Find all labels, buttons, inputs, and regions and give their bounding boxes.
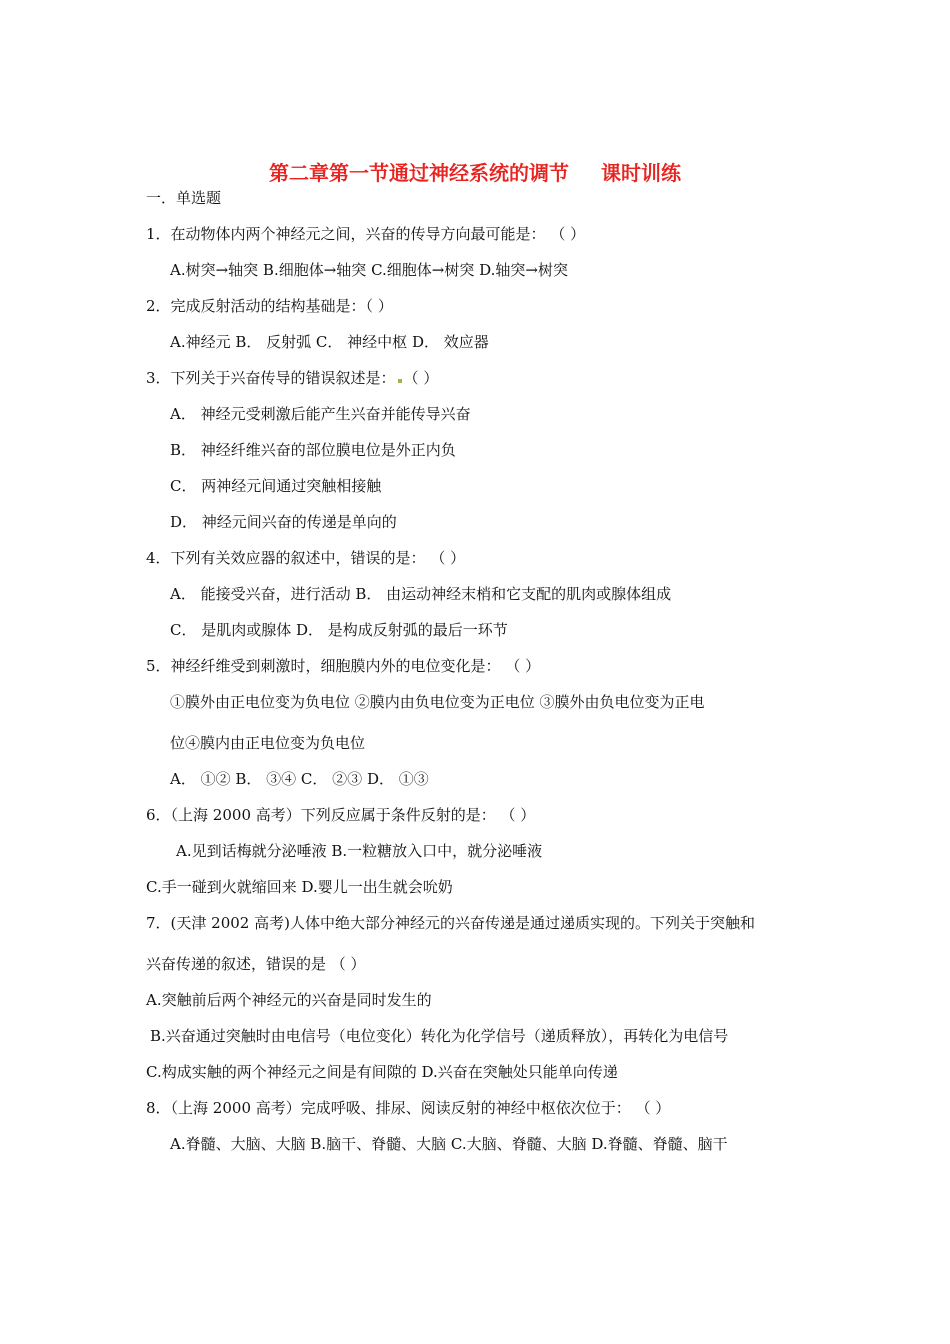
question-1-options: A.树突→轴突 B.细胞体→轴突 C.细胞体→树突 D.轴突→树突 [170,261,568,279]
question-8-stem: 8．（上海 2000 高考）完成呼吸、排尿、阅读反射的神经中枢依次位于： （ ） [146,1099,671,1117]
question-5-stem: 5．神经纤维受到刺激时，细胞膜内外的电位变化是： （ ） [146,657,541,675]
question-3-option-b: B． 神经纤维兴奋的部位膜电位是外正内负 [170,441,456,459]
question-3-stem-paren: （ ） [403,369,439,387]
question-7-option-b: B.兴奋通过突触时由电信号（电位变化）转化为化学信号（递质释放），再转化为电信号 [150,1027,729,1045]
question-4-stem: 4．下列有关效应器的叙述中，错误的是： （ ） [146,549,466,567]
question-3-stem-text: 3．下列关于兴奋传导的错误叙述是： [146,369,396,387]
section-heading: 一．单选题 [146,189,222,207]
question-3-option-c: C． 两神经元间通过突触相接触 [170,477,382,495]
question-2-options: A.神经元 B． 反射弧 C． 神经中枢 D． 效应器 [170,333,489,351]
mark-dot [398,379,402,383]
question-6-options-cd: C.手一碰到火就缩回来 D.婴儿一出生就会吮奶 [146,878,453,896]
page-title-main: 第二章第一节通过神经系统的调节 [269,161,569,185]
question-8-options: A.脊髓、大脑、大脑 B.脑干、脊髓、大脑 C.大脑、脊髓、大脑 D.脊髓、脊髓、脑干 [170,1135,728,1153]
question-3-stem [146,368,438,388]
question-7-stem-line1: 7．(天津 2002 高考)人体中绝大部分神经元的兴奋传递是通过递质实现的。下列关于突触和 [146,914,755,932]
question-3-option-a: A． 神经元受刺激后能产生兴奋并能传导兴奋 [170,405,471,423]
question-2-stem: 2．完成反射活动的结构基础是：（ ） [146,297,393,315]
page-title-sub: 课时训练 [601,161,681,185]
question-4-options-ab: A． 能接受兴奋，进行活动 B． 由运动神经末梢和它支配的肌肉或腺体组成 [170,585,672,603]
page-title [0,160,950,186]
question-1-stem: 1．在动物体内两个神经元之间，兴奋的传导方向最可能是： （ ） [146,225,586,243]
question-6-stem: 6．（上海 2000 高考）下列反应属于条件反射的是： （ ） [146,806,536,824]
question-4-options-cd: C． 是肌肉或腺体 D． 是构成反射弧的最后一环节 [170,621,508,639]
question-5-statements-line1: ①膜外由正电位变为负电位 ②膜内由负电位变为正电位 ③膜外由负电位变为正电 [170,693,705,711]
question-7-stem-line2: 兴奋传递的叙述，错误的是 （ ） [146,955,366,973]
question-5-options: A． ①② B． ③④ C． ②③ D． ①③ [170,770,429,788]
question-7-options-cd: C.构成实触的两个神经元之间是有间隙的 D.兴奋在突触处只能单向传递 [146,1063,618,1081]
question-6-options-ab: A.见到话梅就分泌唾液 B.一粒糖放入口中，就分泌唾液 [176,842,543,860]
question-7-option-a: A.突触前后两个神经元的兴奋是同时发生的 [146,991,432,1009]
question-3-option-d: D． 神经元间兴奋的传递是单向的 [170,513,397,531]
question-5-statements-line2: 位④膜内由正电位变为负电位 [170,734,366,752]
